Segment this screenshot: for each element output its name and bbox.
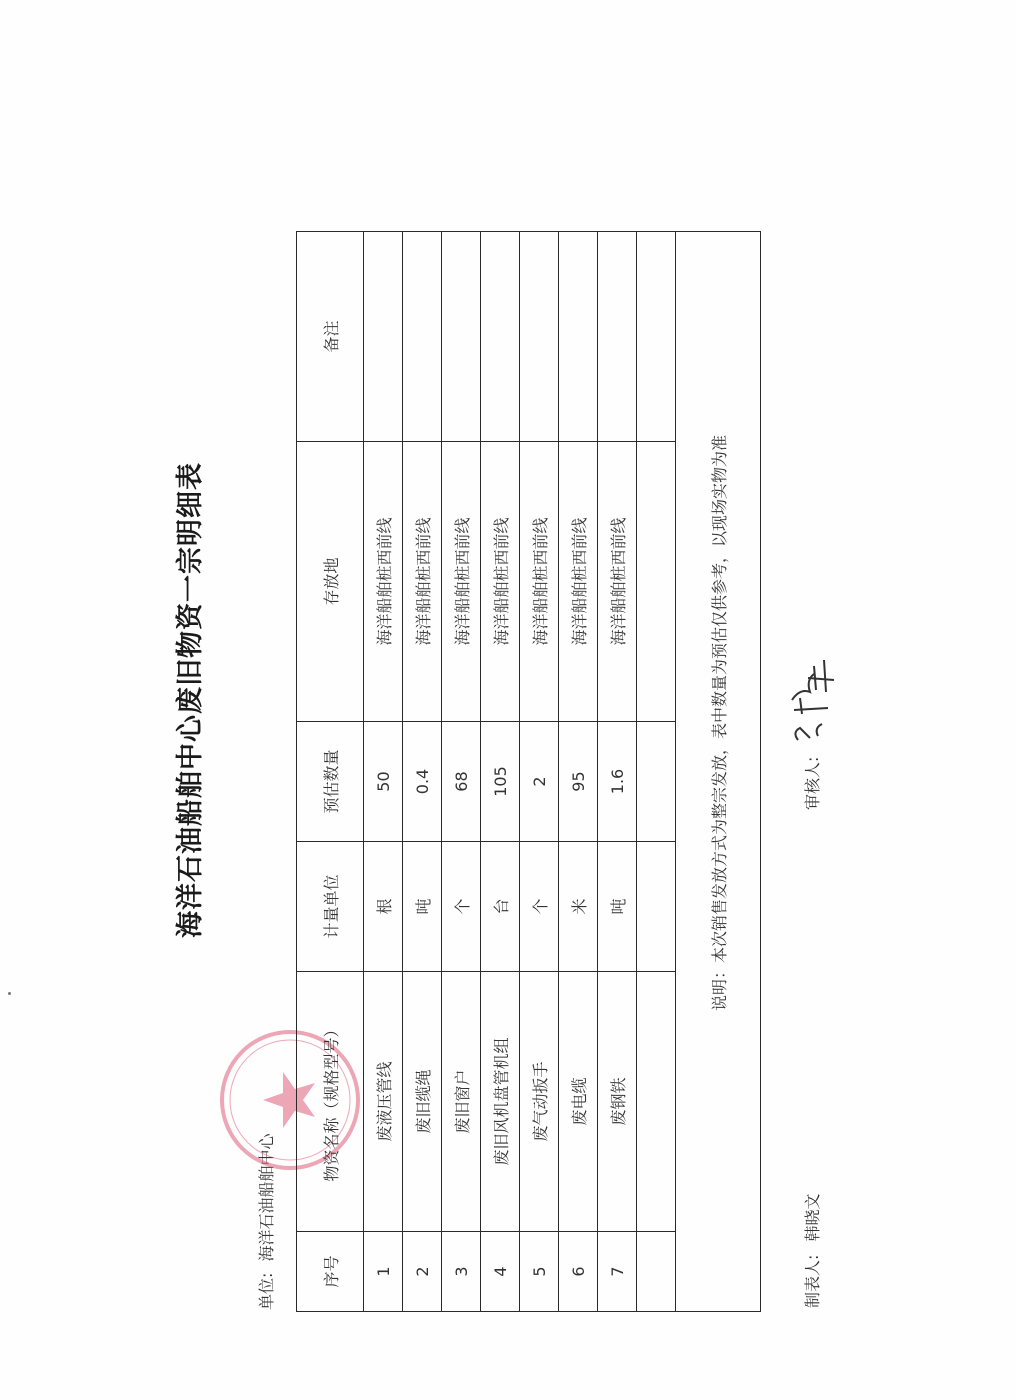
note-text: 说明：本次销售发放方式为整宗发放，表中数量为预估仅供参考，以现场实物为准 [676, 232, 761, 1312]
table-cell: 废电缆 [559, 972, 598, 1232]
unit-label: 单位: [257, 1272, 276, 1310]
table-row [637, 232, 676, 1312]
table-cell: 1 [364, 1232, 403, 1312]
table-row [403, 232, 442, 1312]
table-cell: 米 [559, 842, 598, 972]
table-cell: 6 [559, 1232, 598, 1312]
table-cell: 3 [442, 1232, 481, 1312]
table-cell: 海洋船舶桩西前线 [403, 442, 442, 722]
auditor-signature [780, 640, 840, 750]
table-cell [520, 232, 559, 442]
table-row [364, 232, 403, 1312]
table-cell: 0.4 [403, 722, 442, 842]
table-cell: 海洋船舶桩西前线 [559, 442, 598, 722]
table-cell: 2 [520, 722, 559, 842]
table-cell: 50 [364, 722, 403, 842]
table-cell [598, 232, 637, 442]
table-cell: 废旧缆绳 [403, 972, 442, 1232]
header-cell: 计量单位 [297, 842, 364, 972]
table-cell: 4 [481, 1232, 520, 1312]
header-cell: 备注 [297, 232, 364, 442]
table-cell [442, 232, 481, 442]
maker-label: 制表人: [803, 1254, 822, 1308]
table-cell: 1.6 [598, 722, 637, 842]
document-title: 海洋石油船舶中心废旧物资一宗明细表 [175, 462, 206, 938]
maker-name: 韩晓文 [803, 1193, 822, 1242]
table-cell [637, 842, 676, 972]
unit-value: 海洋石油船舶中心 [257, 1133, 276, 1262]
table-cell: 废旧窗户 [442, 972, 481, 1232]
table-cell [637, 232, 676, 442]
table-cell [364, 232, 403, 442]
table-cell: 海洋船舶桩西前线 [364, 442, 403, 722]
table-row [481, 232, 520, 1312]
note-row [676, 232, 761, 1312]
table-cell: 吨 [598, 842, 637, 972]
table-cell: 海洋船舶桩西前线 [598, 442, 637, 722]
header-cell: 序号 [297, 1232, 364, 1312]
table-cell [637, 972, 676, 1232]
table-cell: 海洋船舶桩西前线 [442, 442, 481, 722]
table-row [559, 232, 598, 1312]
table-row [598, 232, 637, 1312]
auditor-label: 审核人: [803, 756, 822, 810]
table-cell: 废钢铁 [598, 972, 637, 1232]
table-cell [403, 232, 442, 442]
table-cell: 吨 [403, 842, 442, 972]
table-cell: 68 [442, 722, 481, 842]
table-cell: 95 [559, 722, 598, 842]
table-cell: 个 [520, 842, 559, 972]
table-cell: 7 [598, 1232, 637, 1312]
table-cell [637, 442, 676, 722]
table-cell: 海洋船舶桩西前线 [520, 442, 559, 722]
header-cell: 预估数量 [297, 722, 364, 842]
table-cell: 台 [481, 842, 520, 972]
scan-speck [8, 992, 11, 995]
table-cell: 海洋船舶桩西前线 [481, 442, 520, 722]
table-header-row [297, 232, 364, 1312]
table-cell [559, 232, 598, 442]
table-cell: 105 [481, 722, 520, 842]
table-cell: 废旧风机盘管机组 [481, 972, 520, 1232]
table-cell: 废气动扳手 [520, 972, 559, 1232]
materials-table [296, 231, 761, 1312]
table-cell: 2 [403, 1232, 442, 1312]
table-cell [637, 722, 676, 842]
header-cell: 存放地 [297, 442, 364, 722]
table-row [442, 232, 481, 1312]
maker-line [800, 1193, 823, 1308]
table-cell: 个 [442, 842, 481, 972]
table-cell [637, 1232, 676, 1312]
table-cell: 根 [364, 842, 403, 972]
table-cell [481, 232, 520, 442]
header-cell: 物资名称（规格型号） [297, 972, 364, 1232]
table-row [520, 232, 559, 1312]
table-cell: 5 [520, 1232, 559, 1312]
table-cell: 废液压管线 [364, 972, 403, 1232]
